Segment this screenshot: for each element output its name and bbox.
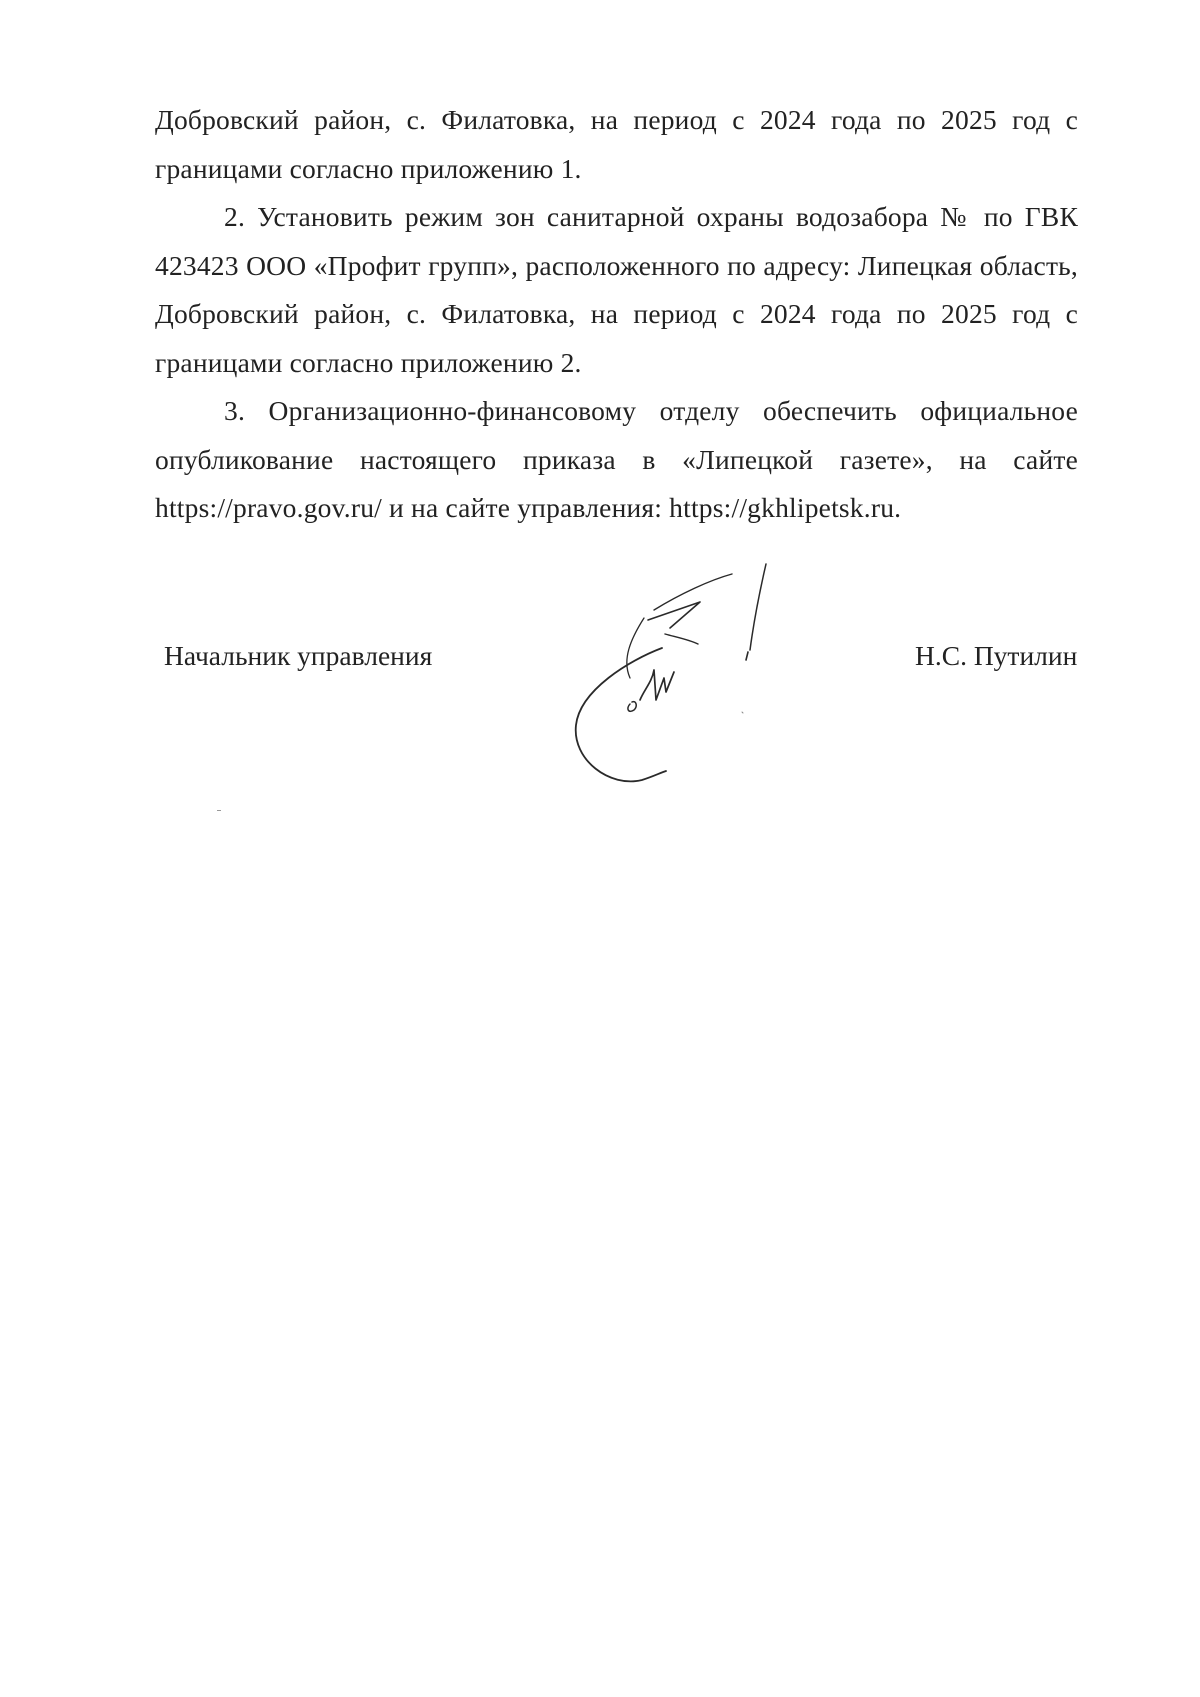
paragraph-item-3: 3. Организационно-финансовому отделу обеспечить официальное опубликование настоящего приказа в «Липецкой газете», на сайте https://pravo.gov.ru/ и на сайте управления: https://gkhlipetsk.ru. [155, 395, 1078, 523]
document-body [155, 96, 1078, 533]
paragraph-item-2: 2. Установить режим зон санитарной охраны водозабора № по ГВК 423423 ООО «Профит групп», расположенного по адресу: Липецкая область, Добровский район, с. Филатовка, на период с 2024 года по 2025 год с границами согласно приложению 2. [155, 201, 1078, 378]
signatory-position: Начальник управления [164, 640, 433, 671]
paragraph-continuation: Добровский район, с. Филатовка, на период с 2024 года по 2025 год с границами согласно приложению 1. [155, 104, 1078, 184]
handwritten-signature [570, 550, 800, 790]
scan-speck [217, 810, 221, 811]
signatory-name: Н.С. Путилин [915, 640, 1078, 671]
